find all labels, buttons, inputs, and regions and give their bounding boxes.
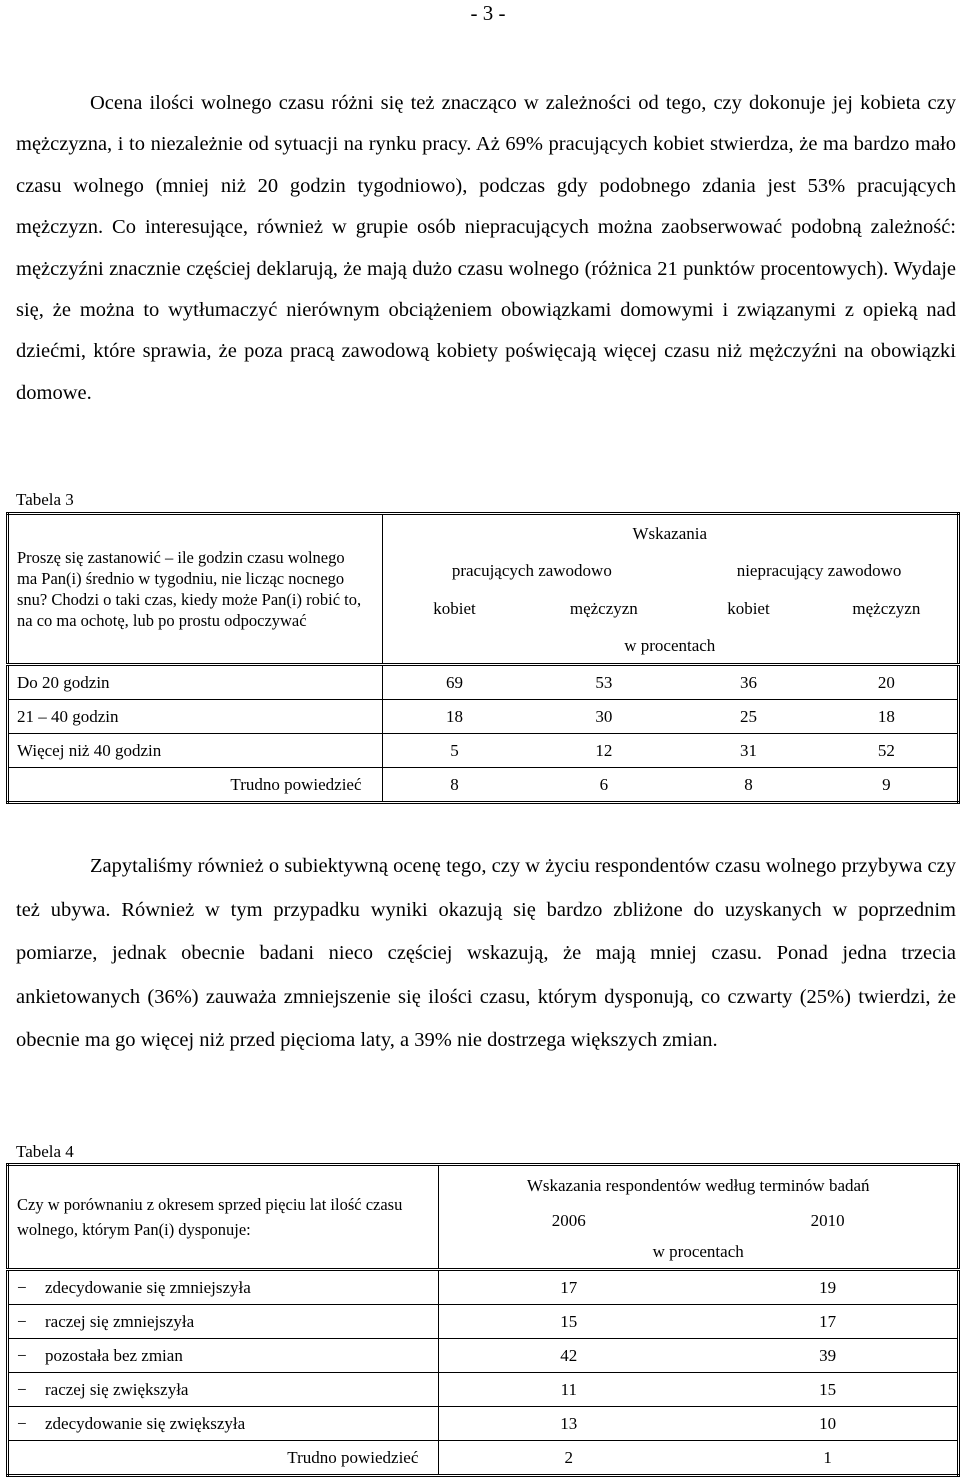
row-label: Więcej niż 40 godzin — [8, 734, 383, 768]
row-label: 21 – 40 godzin — [8, 700, 383, 734]
row-label: − zdecydowanie się zmniejszyła — [8, 1270, 439, 1305]
paragraph-1-text: Ocena ilości wolnego czasu różni się też znacząco w zależności od tego, czy dokonuje jej kobieta czy mężczyzna, i to niezależnie od sytuacji na rynku pracy. Aż 69% pracujących kobiet stwierdza, że ma bardzo mało czasu wolnego (mniej niż 20 godzin tygodniowo), podczas gdy podobnego zdania jest 53% pracujących mężczyzn. Co interesujące, również w grupie osób niepracujących można zaobserwować podobną zależność: mężczyźni znacznie częściej deklarują, że mają dużo czasu wolnego (różnica 21 punktów procentowych). Wydaje się, że można to wytłumaczyć nierównym obciążeniem obowiązkami domowymi i związanymi z opieką nad dziećmi, które sprawia, że poza pracą zawodową kobiety poświęcają więcej czasu niż mężczyźni na obowiązki domowe. — [16, 92, 956, 404]
cell: 19 — [698, 1270, 958, 1305]
table-3-group-nonworking: niepracujący zawodowo — [736, 561, 902, 580]
row-label: − raczej się zwiększyła — [8, 1373, 439, 1407]
cell: 31 — [681, 734, 816, 768]
table-4-label: Tabela 4 — [16, 1142, 74, 1161]
cell: 52 — [816, 734, 959, 768]
dash: − — [17, 1277, 27, 1297]
cell: 6 — [527, 768, 682, 803]
table-row — [8, 1339, 959, 1373]
table-3-col-men-2: mężczyzn — [852, 599, 921, 618]
cell: 15 — [439, 1305, 698, 1339]
table-3-col-women-2: kobiet — [727, 599, 770, 618]
table-4-question: Czy w porównaniu z okresem sprzed pięciu lat ilość czasu wolnego, którym Pan(i) dysponuje: — [8, 1165, 439, 1270]
table-row — [8, 1373, 959, 1407]
paragraph-2-text: Zapytaliśmy również o subiektywną ocenę tego, czy w życiu respondentów czasu wolnego przybywa czy też ubywa. Również w tym przypadku wyniki okazują się bardzo zbliżone do uzyskanych w poprzednim pomiarze, jednak obecnie badani nieco częściej wskazują, że mają mniej czasu. Ponad jedna trzecia ankietowanych (36%) zauważa zmniejszenie się ilości czasu, którym dysponują, co czwarty (25%) twierdzi, że obecnie ma go więcej niż przed pięcioma laty, a 39% nie dostrzega większych zmian. — [16, 855, 956, 1052]
cell: 42 — [439, 1339, 698, 1373]
row-label: − zdecydowanie się zwiększyła — [8, 1407, 439, 1441]
table-row — [8, 1270, 959, 1305]
table-row — [8, 665, 959, 700]
cell: 69 — [382, 665, 527, 700]
cell: 10 — [698, 1407, 958, 1441]
dash: − — [17, 1413, 27, 1433]
dash: − — [17, 1345, 27, 1365]
table-4 — [6, 1163, 960, 1477]
row-label: Trudno powiedzieć — [8, 768, 383, 803]
row-label: − pozostała bez zmian — [8, 1339, 439, 1373]
cell: 13 — [439, 1407, 698, 1441]
table-3-unit: w procentach — [624, 636, 716, 655]
cell: 1 — [698, 1441, 958, 1476]
table-4-year-2: 2010 — [810, 1211, 845, 1230]
table-3 — [6, 512, 960, 804]
table-3-group-working: pracujących zawodowo — [451, 561, 612, 580]
row-label: Trudno powiedzieć — [8, 1441, 439, 1476]
table-row — [8, 768, 959, 803]
table-row — [8, 1305, 959, 1339]
paragraph-2 — [16, 845, 956, 1063]
page-number: - 3 - — [470, 1, 506, 25]
table-row — [8, 1441, 959, 1476]
table-3-col-men-1: mężczyzn — [569, 599, 638, 618]
cell: 25 — [681, 700, 816, 734]
cell: 17 — [698, 1305, 958, 1339]
cell: 8 — [681, 768, 816, 803]
table-row — [8, 734, 959, 768]
dash: − — [17, 1379, 27, 1399]
cell: 11 — [439, 1373, 698, 1407]
cell: 17 — [439, 1270, 698, 1305]
table-4-unit: w procentach — [652, 1242, 744, 1261]
row-label: Do 20 godzin — [8, 665, 383, 700]
cell: 39 — [698, 1339, 958, 1373]
cell: 36 — [681, 665, 816, 700]
table-row — [8, 700, 959, 734]
table-3-col-women-1: kobiet — [433, 599, 476, 618]
table-3-label: Tabela 3 — [16, 490, 74, 509]
table-4-header-top: Wskazania respondentów według terminów badań — [526, 1176, 870, 1195]
cell: 18 — [382, 700, 527, 734]
cell: 15 — [698, 1373, 958, 1407]
table-3-header-top: Wskazania — [632, 524, 708, 543]
cell: 12 — [527, 734, 682, 768]
cell: 2 — [439, 1441, 698, 1476]
cell: 5 — [382, 734, 527, 768]
cell: 18 — [816, 700, 959, 734]
cell: 9 — [816, 768, 959, 803]
cell: 8 — [382, 768, 527, 803]
cell: 53 — [527, 665, 682, 700]
dash: − — [17, 1311, 27, 1331]
table-4-year-1: 2006 — [551, 1211, 586, 1230]
cell: 30 — [527, 700, 682, 734]
table-3-question: Proszę się zastanowić – ile godzin czasu wolnego ma Pan(i) średnio w tygodniu, nie licząc nocnego snu? Chodzi o taki czas, kiedy może Pan(i) robić to, na co ma ochotę, lub po prostu odpoczywać — [8, 514, 383, 665]
table-row — [8, 1407, 959, 1441]
paragraph-1 — [16, 83, 956, 414]
cell: 20 — [816, 665, 959, 700]
row-label: − raczej się zmniejszyła — [8, 1305, 439, 1339]
